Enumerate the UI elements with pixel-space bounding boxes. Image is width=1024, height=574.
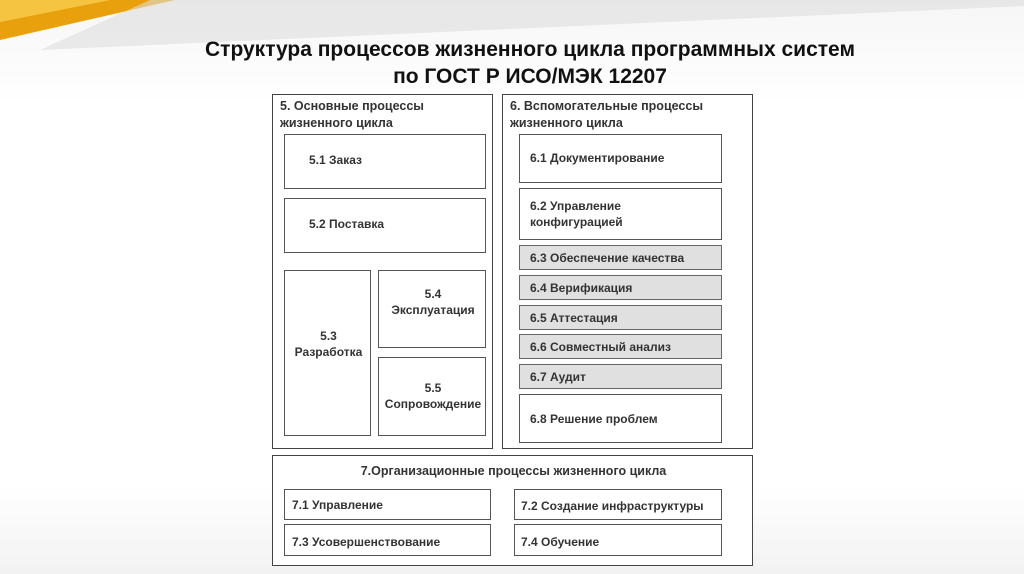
process-operation [378, 270, 486, 348]
process-verification-label: 6.4 Верификация [530, 281, 633, 295]
process-supply-label: 5.2 Поставка [309, 217, 385, 231]
process-validation-label: 6.5 Аттестация [530, 311, 618, 325]
process-configuration [519, 188, 722, 240]
process-operation-label: 5.4 Эксплуатация [391, 287, 475, 317]
organizational-processes-header: 7.Организационные процессы жизненного цикла [360, 464, 667, 478]
process-development-label: 5.3 Разработка [294, 329, 363, 359]
process-infrastructure-label: 7.2 Создание инфраструктуры [521, 499, 704, 513]
process-quality-assurance-label: 6.3 Обеспечение качества [530, 251, 685, 265]
process-management [284, 489, 491, 520]
slide-title [120, 36, 940, 90]
primary-processes-header: 5. Основные процессы жизненного цикла [280, 99, 424, 130]
process-improvement [284, 524, 491, 556]
process-infrastructure [514, 489, 722, 520]
process-maintenance [378, 357, 486, 436]
title-line-1: Структура процессов жизненного цикла программных систем [205, 38, 855, 61]
process-documentation [519, 134, 722, 183]
process-validation [519, 305, 722, 330]
process-joint-review-label: 6.6 Совместный анализ [530, 340, 671, 354]
process-training-label: 7.4 Обучение [521, 535, 600, 549]
process-order [284, 134, 486, 189]
process-problem-resolution-label: 6.8 Решение проблем [530, 412, 658, 426]
process-improvement-label: 7.3 Усовершенствование [292, 535, 441, 549]
title-line-2: по ГОСТ Р ИСО/МЭК 12207 [393, 65, 667, 88]
process-development [284, 270, 371, 436]
process-configuration-label: 6.2 Управление конфигурацией [530, 199, 623, 229]
process-training [514, 524, 722, 556]
process-supply [284, 198, 486, 253]
process-documentation-label: 6.1 Документирование [530, 151, 665, 165]
process-order-label: 5.1 Заказ [309, 153, 362, 167]
process-maintenance-label: 5.5 Сопровождение [384, 381, 482, 411]
process-quality-assurance [519, 245, 722, 270]
supporting-processes-header: 6. Вспомогательные процессы жизненного цикла [510, 99, 703, 130]
process-problem-resolution [519, 394, 722, 443]
process-audit-label: 6.7 Аудит [530, 370, 586, 384]
process-verification [519, 275, 722, 300]
process-joint-review [519, 334, 722, 359]
process-audit [519, 364, 722, 389]
process-management-label: 7.1 Управление [292, 498, 383, 512]
